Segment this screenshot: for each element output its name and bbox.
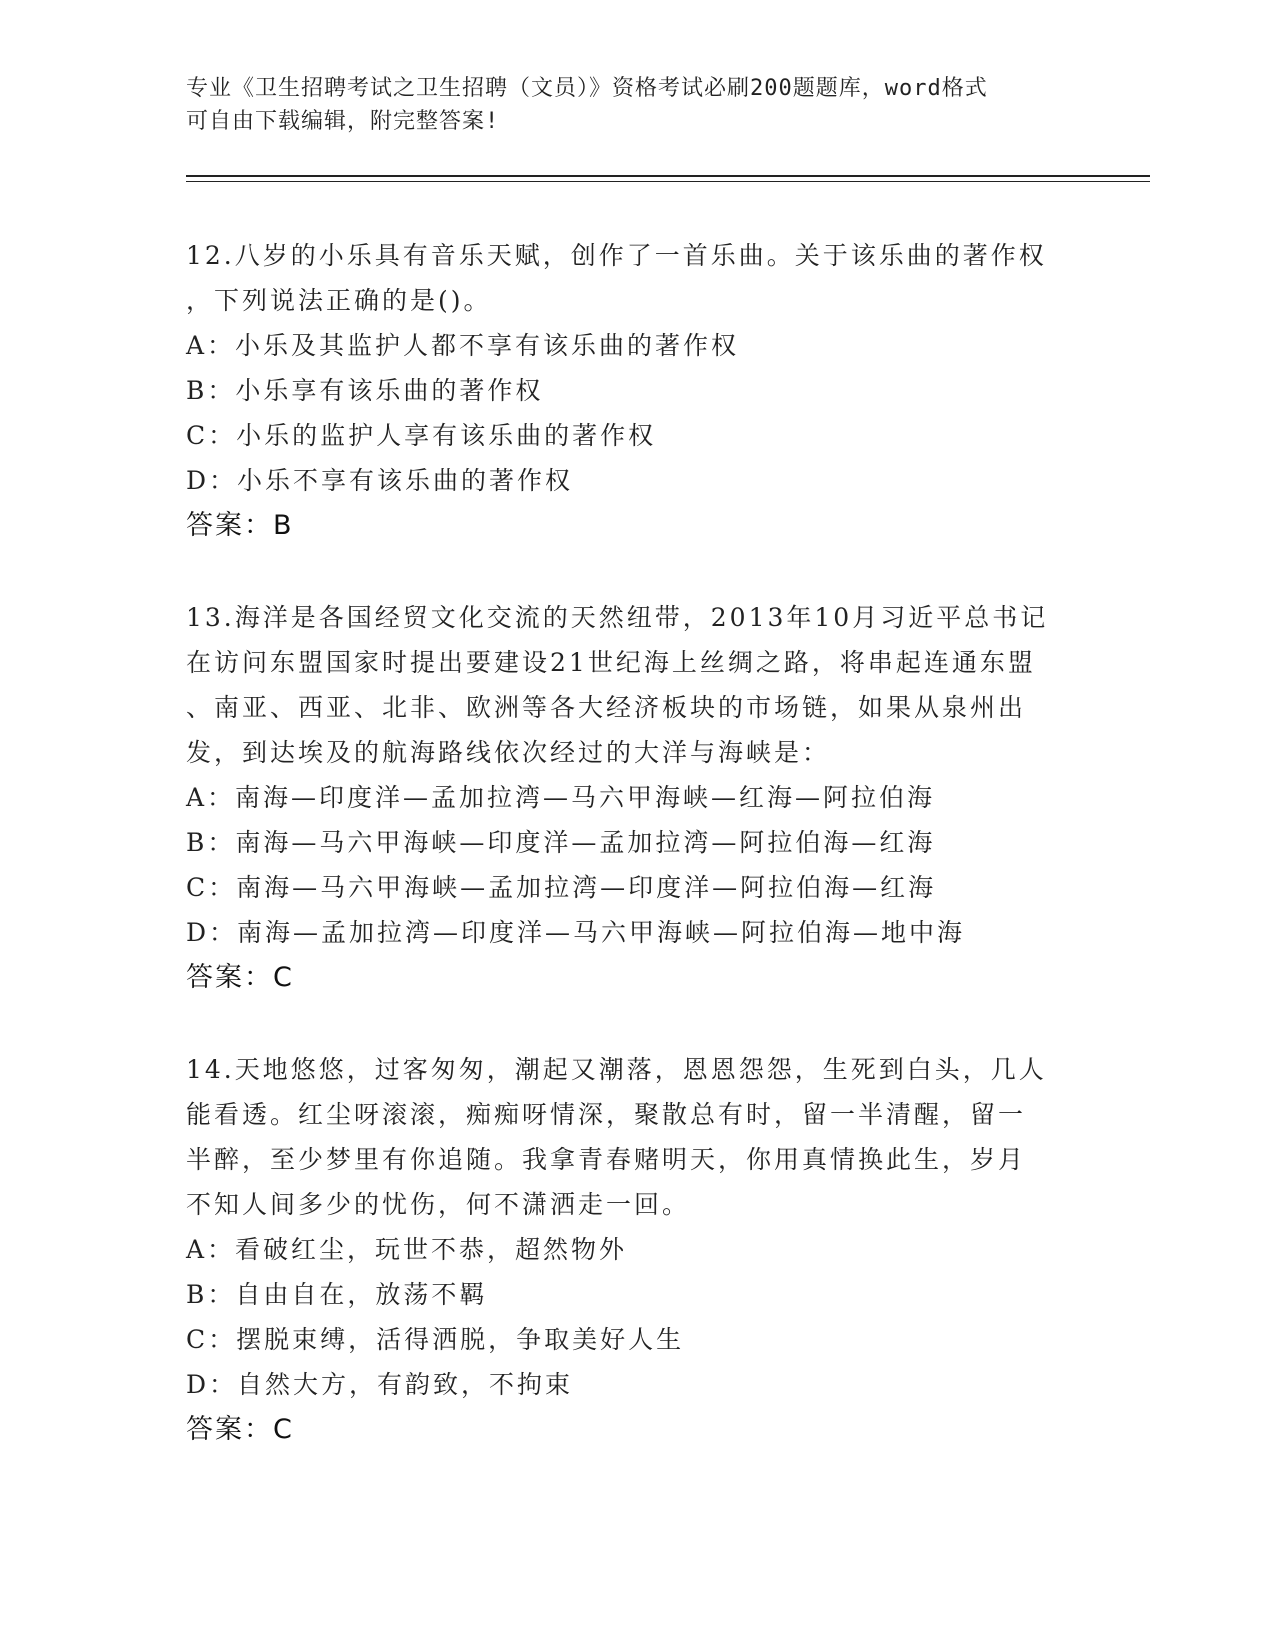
question-line: ，下列说法正确的是()。 [186,286,492,315]
option-c: C：摆脱束缚，活得洒脱，争取美好人生 [186,1325,685,1354]
option-d: D：自然大方，有韵致，不拘束 [186,1370,574,1399]
option-d: D：南海—孟加拉湾—印度洋—马六甲海峡—阿拉伯海—地中海 [186,918,966,947]
question-line: 13.海洋是各国经贸文化交流的天然纽带，2013年10月习近平总书记 [186,603,1049,632]
question-13 [186,595,1086,1000]
answer: 答案：B [186,510,294,541]
option-c: C：小乐的监护人享有该乐曲的著作权 [186,421,657,450]
question-line: 12.八岁的小乐具有音乐天赋，创作了一首乐曲。关于该乐曲的著作权 [186,241,1047,270]
option-b: B：小乐享有该乐曲的著作权 [186,376,544,405]
answer: 答案：C [186,962,294,993]
question-line: 14.天地悠悠，过客匆匆，潮起又潮落，恩恩怨怨，生死到白头，几人 [186,1055,1047,1084]
header-divider-thick [186,175,1150,177]
option-a: A：看破红尘，玩世不恭，超然物外 [186,1235,628,1264]
option-a: A：南海—印度洋—孟加拉湾—马六甲海峡—红海—阿拉伯海 [186,783,936,812]
option-b: B：自由自在，放荡不羁 [186,1280,488,1309]
header-line-2: 可自由下载编辑，附完整答案! [186,109,500,134]
option-c: C：南海—马六甲海峡—孟加拉湾—印度洋—阿拉伯海—红海 [186,873,937,902]
question-line: 在访问东盟国家时提出要建设21世纪海上丝绸之路，将串起连通东盟 [186,648,1036,677]
question-line: 、南亚、西亚、北非、欧洲等各大经济板块的市场链，如果从泉州出 [186,693,1027,722]
document-header [186,72,1086,138]
answer: 答案：C [186,1414,294,1445]
header-line-1: 专业《卫生招聘考试之卫生招聘（文员）》资格考试必刷200题题库，word格式 [186,76,988,101]
header-divider-thin [186,181,1150,182]
question-line: 不知人间多少的忧伤，何不潇洒走一回。 [186,1190,691,1219]
question-line: 发，到达埃及的航海路线依次经过的大洋与海峡是： [186,738,831,767]
option-d: D：小乐不享有该乐曲的著作权 [186,466,574,495]
question-12 [186,233,1086,548]
question-14 [186,1047,1086,1452]
option-b: B：南海—马六甲海峡—印度洋—孟加拉湾—阿拉伯海—红海 [186,828,936,857]
question-line: 半醉，至少梦里有你追随。我拿青春赌明天，你用真情换此生，岁月 [186,1145,1027,1174]
option-a: A：小乐及其监护人都不享有该乐曲的著作权 [186,331,740,360]
question-line: 能看透。红尘呀滚滚，痴痴呀情深，聚散总有时，留一半清醒，留一 [186,1100,1027,1129]
